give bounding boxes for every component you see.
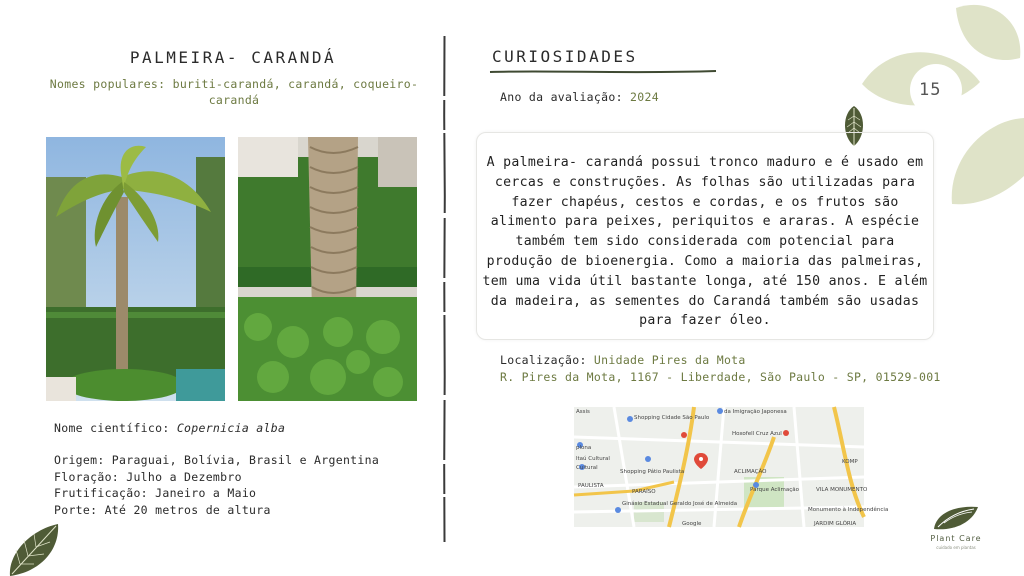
map-label: Assis (576, 409, 590, 415)
plant-facts (54, 452, 379, 518)
location-address: R. Pires da Mota, 1167 - Liberdade, São Paulo - SP, 01529-001 (500, 370, 941, 384)
map-label: plona (576, 445, 592, 451)
map-label: VILA MONUMENTO (816, 487, 868, 493)
plant-care-logo-icon (930, 503, 982, 533)
location-label: Localização: (500, 353, 594, 367)
map-label: Shopping Pátio Paulista (620, 469, 685, 475)
popular-names-label: Nomes populares: (49, 77, 173, 91)
map-label: ltaú Cultural (576, 456, 610, 462)
leaf-decoration-bottom-left (0, 520, 64, 576)
scientific-name-value: Copernicia alba (176, 421, 286, 435)
map-label: PARAÍSO (632, 489, 656, 495)
map-label: da Imigração Japonesa (724, 409, 787, 415)
map-label: PAULISTA (578, 483, 604, 489)
popular-names (44, 76, 424, 108)
fact-size: Porte: Até 20 metros de altura (54, 502, 271, 517)
map-label: Cultural (576, 465, 598, 471)
location-value: Unidade Pires da Mota (593, 353, 746, 367)
curiosities-card (476, 132, 934, 340)
fact-origin: Origem: Paraguai, Bolívia, Brasil e Argentina (54, 453, 380, 467)
location-block (500, 352, 941, 386)
section-title: CURIOSIDADES (492, 47, 638, 66)
column-divider (443, 36, 446, 542)
map-label: Hoxofell Cruz Azul (732, 431, 782, 437)
logo-tagline: cuidado em plantas (936, 545, 976, 550)
scientific-name-label: Nome científico: (54, 421, 177, 435)
palm-photo-full (46, 137, 225, 401)
location-map[interactable] (574, 407, 889, 527)
map-label: Monumento à Independência (808, 507, 889, 513)
scientific-name (54, 421, 285, 435)
map-label: ACLIMAÇÃO (734, 469, 767, 475)
map-label: Ginásio Estadual Geraldo José de Almeida (622, 501, 738, 507)
evaluation-year (500, 90, 659, 104)
map-google-logo: Google (682, 521, 702, 527)
map-label: KOMP (842, 459, 858, 465)
map-label: JARDIM GLÓRIA (814, 521, 857, 527)
fact-fruiting: Frutificação: Janeiro a Maio (54, 486, 257, 500)
popular-names-value: buriti-carandá, carandá, coqueiro-carandá (172, 77, 419, 107)
map-label: Parque Aclimação (750, 487, 799, 493)
logo-name: Plant Care (930, 534, 982, 543)
title-underline (490, 68, 716, 76)
palm-trunk-photo (238, 137, 417, 401)
plant-title: PALMEIRA- CARANDÁ (129, 48, 337, 67)
evaluation-year-label: Ano da avaliação: (500, 90, 631, 104)
curiosities-text: A palmeira- carandá possui tronco maduro e é usado em cercas e construções. As folhas são utilizadas para fazer chapéus, cestos e cordas, e os frutos são alimento para peixes, periquitos e araras. A espécie também tem sido considerada com potencial para produção de bioenergia. Como a maioria das palmeiras, tem uma vida útil bastante longa, até 150 anos. E além da madeira, as sementes do Carandá também são usadas para fazer óleo. (482, 155, 928, 329)
map-label: Shopping Cidade São Paulo (634, 415, 710, 421)
evaluation-year-value: 2024 (630, 90, 659, 104)
fact-flowering: Floração: Julho a Dezembro (54, 469, 242, 484)
page-number: 15 (919, 80, 942, 100)
